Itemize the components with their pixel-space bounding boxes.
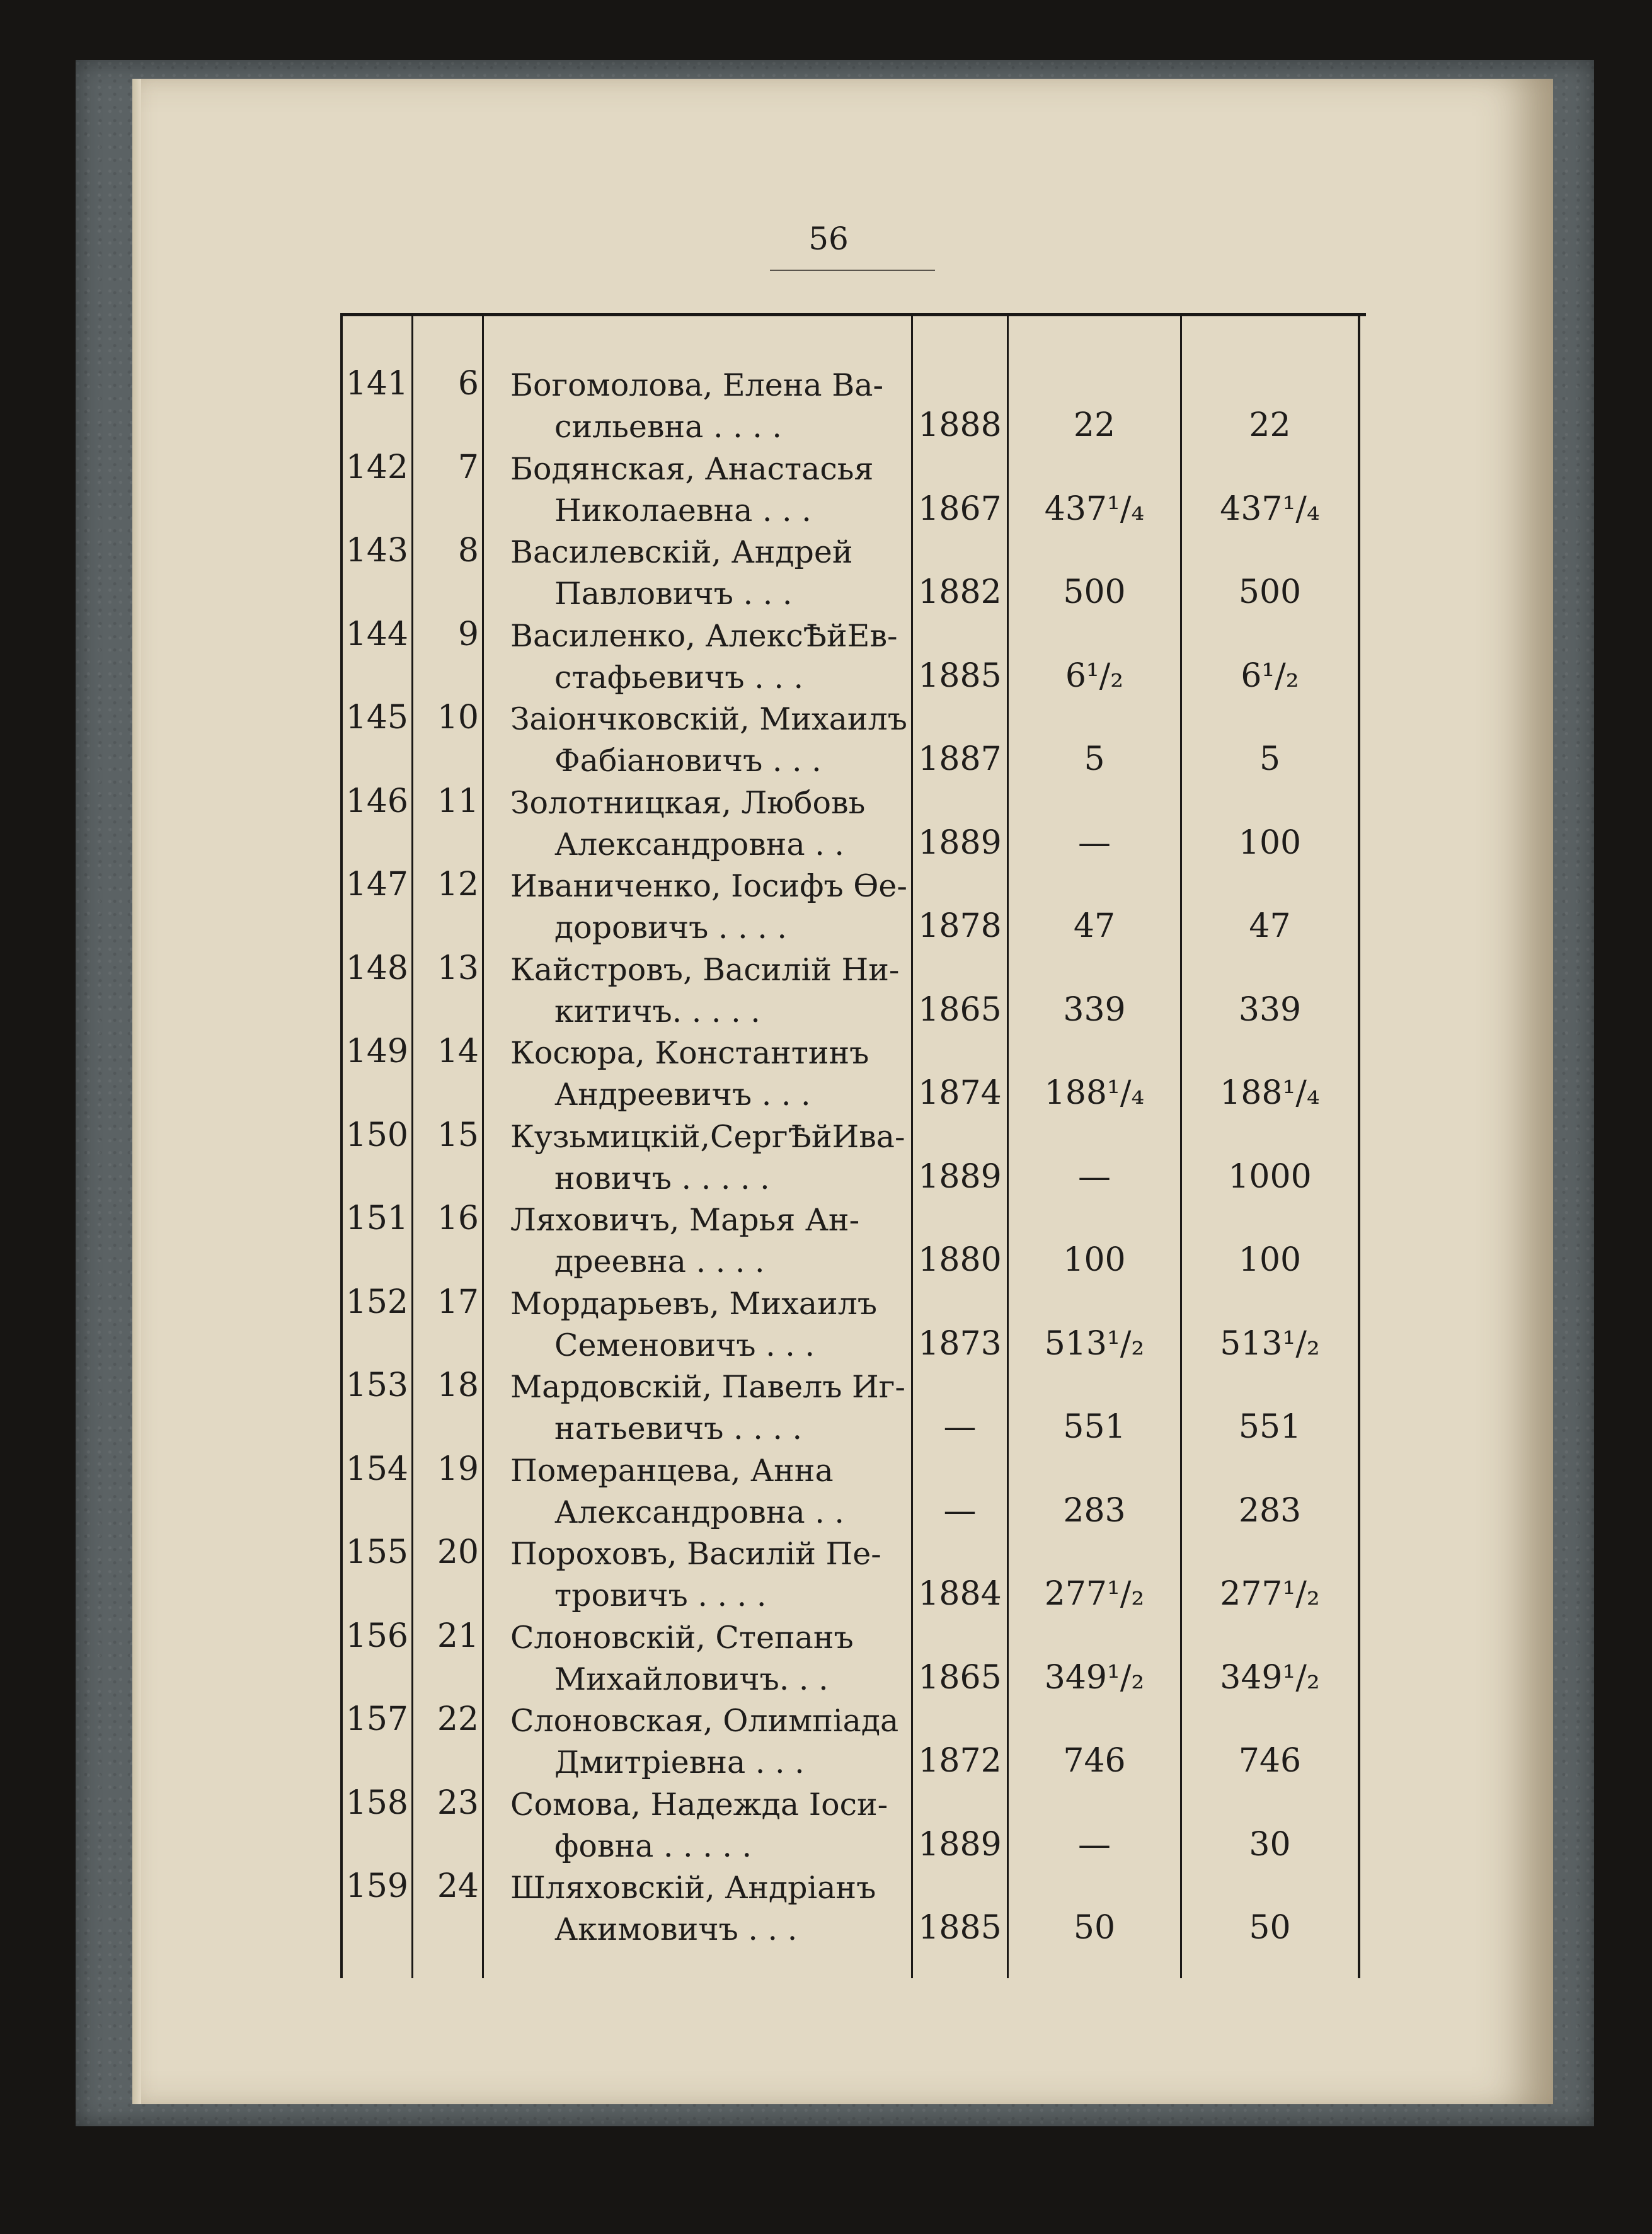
row-year: 1873 bbox=[918, 1325, 1002, 1363]
row-value-2: 47 bbox=[1249, 907, 1291, 945]
row-number: 146 bbox=[345, 782, 408, 820]
row-value-1: 746 bbox=[1063, 1742, 1126, 1780]
row-year: 1872 bbox=[918, 1742, 1002, 1780]
row-name-line1: Пороховъ, Василій Пе- bbox=[510, 1536, 881, 1572]
row-value-2: 50 bbox=[1249, 1909, 1291, 1947]
row-name-line2: Фабіановичъ . . . bbox=[554, 743, 822, 779]
row-number: 151 bbox=[345, 1200, 408, 1237]
row-name-line1: Слоновская, Олимпіада bbox=[510, 1703, 899, 1739]
row-name-line2: Александровна . . bbox=[554, 1494, 844, 1530]
row-number: 150 bbox=[345, 1116, 408, 1154]
row-number: 145 bbox=[345, 699, 408, 736]
row-subnumber: 17 bbox=[437, 1283, 479, 1321]
row-number: 159 bbox=[345, 1867, 408, 1905]
row-year: 1882 bbox=[918, 573, 1002, 611]
row-subnumber: 19 bbox=[437, 1450, 479, 1488]
row-year: — bbox=[943, 1492, 977, 1530]
row-subnumber: 10 bbox=[437, 699, 479, 736]
row-subnumber: 15 bbox=[437, 1116, 479, 1154]
row-number: 155 bbox=[345, 1533, 408, 1571]
row-number: 153 bbox=[345, 1366, 408, 1404]
row-number: 158 bbox=[345, 1784, 408, 1822]
page-edge-shadow bbox=[132, 79, 141, 2104]
row-name-line2: доровичъ . . . . bbox=[554, 910, 787, 946]
row-year: 1885 bbox=[918, 657, 1002, 695]
row-year: 1874 bbox=[918, 1074, 1002, 1112]
row-name-line1: Косюра, Константинъ bbox=[510, 1035, 869, 1071]
row-name-line2: Михайловичъ. . . bbox=[554, 1661, 829, 1697]
row-number: 152 bbox=[345, 1283, 408, 1321]
row-value-2: 283 bbox=[1238, 1492, 1302, 1530]
row-year: 1878 bbox=[918, 907, 1002, 945]
row-value-1: 437¹/₄ bbox=[1044, 490, 1145, 528]
row-year: 1887 bbox=[918, 740, 1002, 778]
row-subnumber: 9 bbox=[457, 616, 479, 653]
page-number-rule bbox=[770, 270, 935, 271]
row-value-1: 339 bbox=[1063, 991, 1126, 1029]
column-rule-year bbox=[1007, 315, 1009, 1978]
row-value-1: 349¹/₂ bbox=[1044, 1659, 1145, 1697]
row-year: 1889 bbox=[918, 824, 1002, 862]
row-value-2: 339 bbox=[1238, 991, 1302, 1029]
row-name-line2: китичъ. . . . . bbox=[554, 994, 760, 1029]
row-value-1: 188¹/₄ bbox=[1044, 1074, 1145, 1112]
row-name-line2: Семеновичъ . . . bbox=[554, 1327, 815, 1363]
row-value-1: 5 bbox=[1084, 740, 1105, 778]
row-name-line1: Василевскій, Андрей bbox=[510, 534, 853, 570]
row-number: 149 bbox=[345, 1033, 408, 1070]
row-number: 154 bbox=[345, 1450, 408, 1488]
row-name-line1: Сомова, Надежда Іоси- bbox=[510, 1787, 888, 1823]
row-value-2: 349¹/₂ bbox=[1220, 1659, 1320, 1697]
row-subnumber: 23 bbox=[437, 1784, 479, 1822]
row-name-line2: Андреевичъ . . . bbox=[554, 1077, 811, 1113]
row-value-1: 22 bbox=[1073, 406, 1116, 444]
row-year: 1889 bbox=[918, 1158, 1002, 1196]
row-value-2: 437¹/₄ bbox=[1220, 490, 1320, 528]
row-name-line1: Золотницкая, Любовь bbox=[510, 785, 866, 821]
row-value-1: 551 bbox=[1063, 1408, 1126, 1446]
row-number: 142 bbox=[345, 449, 408, 486]
row-name-line1: Мардовскій, Павелъ Иг- bbox=[510, 1369, 905, 1405]
row-value-1: 283 bbox=[1063, 1492, 1126, 1530]
column-rule-no bbox=[411, 315, 413, 1978]
row-subnumber: 7 bbox=[457, 449, 479, 486]
row-value-1: — bbox=[1078, 1826, 1111, 1864]
row-subnumber: 13 bbox=[437, 949, 479, 987]
row-name-line1: Померанцева, Анна bbox=[510, 1453, 834, 1489]
row-year: 1889 bbox=[918, 1826, 1002, 1864]
row-value-2: 6¹/₂ bbox=[1241, 657, 1299, 695]
row-value-1: 513¹/₂ bbox=[1044, 1325, 1145, 1363]
row-number: 144 bbox=[345, 616, 408, 653]
row-value-1: 50 bbox=[1073, 1909, 1116, 1947]
column-rule-sub bbox=[482, 315, 484, 1978]
table-top-rule bbox=[340, 313, 1366, 316]
row-name-line2: Павловичъ . . . bbox=[554, 576, 793, 612]
row-subnumber: 8 bbox=[457, 532, 479, 570]
row-value-2: 746 bbox=[1238, 1742, 1302, 1780]
row-subnumber: 21 bbox=[437, 1617, 479, 1655]
row-name-line2: сильевна . . . . bbox=[554, 409, 782, 445]
row-year: 1884 bbox=[918, 1575, 1002, 1613]
row-name-line1: Кузьмицкій,СергѢйИва- bbox=[510, 1119, 905, 1155]
row-value-2: 188¹/₄ bbox=[1220, 1074, 1320, 1112]
row-value-2: 100 bbox=[1238, 1241, 1302, 1279]
row-year: 1885 bbox=[918, 1909, 1002, 1947]
row-name-line1: Ляховичъ, Марья Ан- bbox=[510, 1202, 860, 1238]
row-value-2: 5 bbox=[1259, 740, 1281, 778]
row-subnumber: 24 bbox=[437, 1867, 479, 1905]
row-year: 1865 bbox=[918, 1659, 1002, 1697]
row-year: 1880 bbox=[918, 1241, 1002, 1279]
row-number: 143 bbox=[345, 532, 408, 570]
column-rule-right bbox=[1358, 315, 1360, 1978]
row-subnumber: 11 bbox=[437, 782, 479, 820]
row-name-line2: дреевна . . . . bbox=[554, 1244, 765, 1280]
row-name-line2: Николаевна . . . bbox=[554, 493, 812, 529]
row-name-line1: Бодянская, Анастасья bbox=[510, 451, 874, 487]
row-value-1: 100 bbox=[1063, 1241, 1126, 1279]
row-value-1: 6¹/₂ bbox=[1065, 657, 1124, 695]
row-value-1: 47 bbox=[1073, 907, 1116, 945]
row-year: 1888 bbox=[918, 406, 1002, 444]
row-name-line1: Богомолова, Елена Ва- bbox=[510, 367, 883, 403]
row-name-line1: Кайстровъ, Василій Ни- bbox=[510, 952, 900, 988]
row-subnumber: 16 bbox=[437, 1200, 479, 1237]
row-number: 157 bbox=[345, 1700, 408, 1738]
row-name-line1: Шляховскій, Андріанъ bbox=[510, 1870, 876, 1906]
row-name-line1: Иваниченко, Іосифъ Ѳе- bbox=[510, 868, 907, 904]
row-subnumber: 18 bbox=[437, 1366, 479, 1404]
row-value-1: 277¹/₂ bbox=[1044, 1575, 1145, 1613]
row-year: 1865 bbox=[918, 991, 1002, 1029]
column-rule-value1 bbox=[1180, 315, 1182, 1978]
row-value-2: 100 bbox=[1238, 824, 1302, 862]
row-name-line2: Дмитріевна . . . bbox=[554, 1744, 805, 1780]
row-name-line1: Мордарьевъ, Михаилъ bbox=[510, 1286, 878, 1322]
row-number: 147 bbox=[345, 866, 408, 903]
row-name-line2: стафьевичъ . . . bbox=[554, 660, 804, 696]
row-subnumber: 22 bbox=[437, 1700, 479, 1738]
row-subnumber: 20 bbox=[437, 1533, 479, 1571]
row-name-line1: Заіончковскій, Михаилъ bbox=[510, 701, 907, 737]
row-name-line2: новичъ . . . . . bbox=[554, 1160, 770, 1196]
row-name-line1: Слоновскій, Степанъ bbox=[510, 1620, 854, 1656]
row-subnumber: 6 bbox=[457, 365, 479, 403]
page-number: 56 bbox=[808, 221, 849, 257]
row-number: 156 bbox=[345, 1617, 408, 1655]
row-name-line1: Василенко, АлексѢйЕв- bbox=[510, 618, 898, 654]
row-number: 141 bbox=[345, 365, 408, 403]
row-value-1: 500 bbox=[1063, 573, 1126, 611]
row-number: 148 bbox=[345, 949, 408, 987]
row-name-line2: тровичъ . . . . bbox=[554, 1578, 767, 1613]
row-year: — bbox=[943, 1408, 977, 1446]
row-name-line2: Александровна . . bbox=[554, 827, 844, 862]
row-name-line2: Акимовичъ . . . bbox=[554, 1911, 798, 1947]
row-value-1: — bbox=[1078, 1158, 1111, 1196]
row-value-2: 551 bbox=[1238, 1408, 1302, 1446]
row-value-2: 513¹/₂ bbox=[1220, 1325, 1320, 1363]
row-subnumber: 12 bbox=[437, 866, 479, 903]
row-value-2: 22 bbox=[1249, 406, 1291, 444]
row-value-1: — bbox=[1078, 824, 1111, 862]
column-rule-left bbox=[340, 315, 343, 1978]
row-value-2: 277¹/₂ bbox=[1220, 1575, 1320, 1613]
row-value-2: 30 bbox=[1249, 1826, 1291, 1864]
row-value-2: 1000 bbox=[1228, 1158, 1312, 1196]
column-rule-name bbox=[911, 315, 913, 1978]
row-name-line2: натьевичъ . . . . bbox=[554, 1411, 803, 1446]
row-name-line2: фовна . . . . . bbox=[554, 1828, 752, 1864]
row-year: 1867 bbox=[918, 490, 1002, 528]
row-value-2: 500 bbox=[1238, 573, 1302, 611]
row-subnumber: 14 bbox=[437, 1033, 479, 1070]
